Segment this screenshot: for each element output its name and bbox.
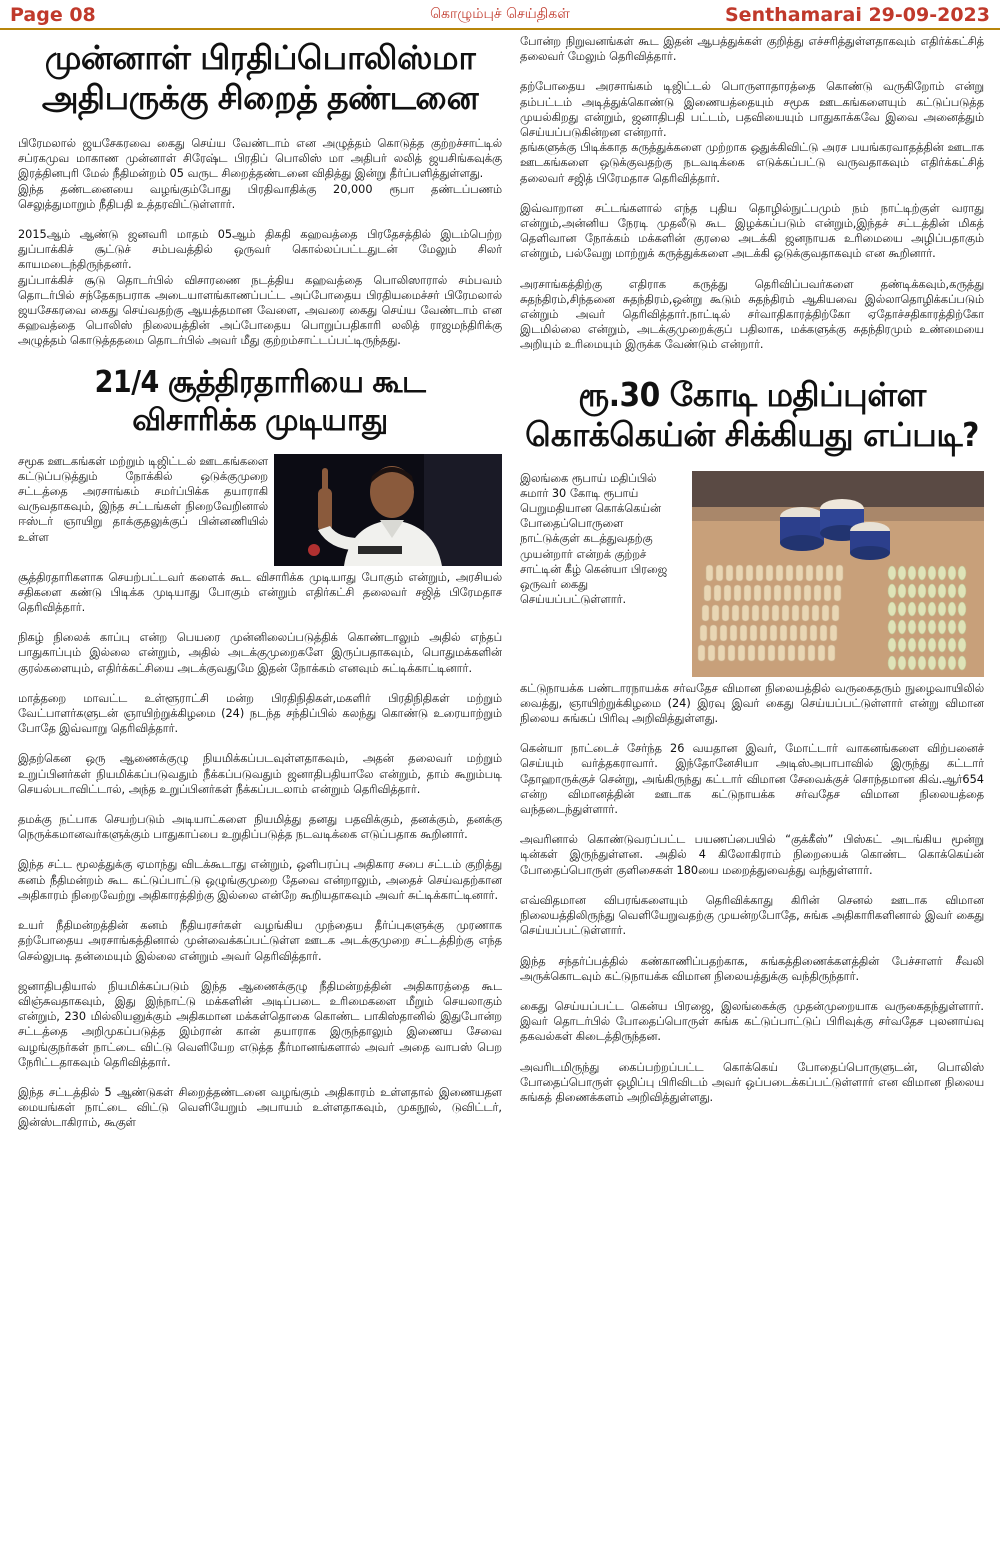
article2-paragraph: உயர் நீதிமன்றத்தின் கனம் நீதியரசர்கள் வழங்கிய முந்தைய தீர்ப்புகளுக்கு முரணாக தற்போதைய அரசாங்கத்தினால் முன்வைக்கப்பட்டுள்ள ஊடக அடக்குமுறை சட்டத்திற்கு எந்த செல்லுபடி தன்மையும் இல்லை என்றும் அவர் தெரிவித்தார். xyxy=(18,919,502,963)
article3-lead-wrapped: இலங்கை ரூபாய் மதிப்பில் சுமார் 30 கோடி ரூபாய் பெறுமதியான கொக்கெய்ன் போதைப்பொருளை நாட்டுக்குள் கடத்துவதற்கு முயன்றார் என்றக் குற்றச் சாட்டின் கீழ் கென்யா பிரஜை ஒருவர் கைது செய்யப்பட்டுள்ளார். xyxy=(520,471,667,607)
article2-lead-rest: சூத்திரதாரிகளாக செயற்பட்டவர் களைக் கூட விசாரிக்க முடியாது போகும் என்றும், அரசியல் சதிகளை கண்டு பிடிக்க முடியாது போகும் என்றும் எதிர்கட்சி தலைவர் சஜித் பிரேமதாச தெரிவித்தார். xyxy=(18,570,502,615)
article3-paragraph: அவரினால் கொண்டுவரப்பட்ட பயணப்பையில் “குக்கீஸ்” பிஸ்கட் அடங்கிய மூன்று டின்கள் இருந்துள்ளன. அதில் 4 கிலோகிராம் நிறையைக் கொண்ட கொக்கெய்ன் போதைப்பொருள் குளிசைகள் 180யை மறைத்துவைத்து வந்துள்ளார். xyxy=(520,833,984,877)
article3-paragraph: கட்டுநாயக்க பண்டாரநாயக்க சர்வதேச விமான நிலையத்தில் வருகைதரும் நுழைவாயிலில் வைத்து, ஞாயிற்றுக்கிழமை (24) இரவு இவர் கைது செய்யப்பட்டுள்ளார் என்று விமான நிலைய சுங்கப் பிரிவு அறிவித்துள்ளது. xyxy=(520,681,984,726)
article3-headline-line1: ரூ.30 கோடி மதிப்புள்ள xyxy=(578,374,926,414)
article3-paragraph: கென்யா நாட்டைச் சேர்ந்த 26 வயதான இவர், மோட்டார் வாகனங்களை விற்பனைச் செய்யும் வர்த்தகராவார். இந்தோனேசியா அடிஸ்அபாபாவில் இருந்து கட்டார் தோஹாருக்குச் சென்று, அங்கிருந்து கட்டார் விமான சேவைக்குச் சொந்தமான கிவ்.ஆர்654 என்ற விமானத்தின் ஊடாக கட்டுநாயக்க சர்வதேச விமான நிலையத்தை வந்தடைந்துள்ளார். xyxy=(520,742,984,817)
seized-drugs-illustration xyxy=(692,471,984,677)
speaker-photo-illustration xyxy=(274,454,502,566)
article2-headline xyxy=(18,364,502,440)
article2-paragraph: இதற்கென ஒரு ஆணைக்குழு நியமிக்கப்படவுள்ளதாகவும், அதன் தலைவர் மற்றும் உறுப்பினர்கள் நியமிக்கப்படுவதும் நீக்கப்படுவதும் ஜனாதிபதியாலே என்றும், தாம் கூறும்படி செயல்படாவிட்டால், அந்த உறுப்பினர்கள் நீக்கப்படலாம் என்றும் தெரிவித்தார். xyxy=(18,752,502,796)
article2-paragraph: மாத்தறை மாவட்ட உள்ளூராட்சி மன்ற பிரதிநிதிகள்,மகளிர் பிரதிநிதிகள் மற்றும் வேட்பாளர்களுடன் ஞாயிற்றுக்கிழமை (24) நடந்த சந்திப்பில் கலந்து கொண்டு உரையாற்றும் போதே இவ்வாறு தெரிவித்தார். xyxy=(18,691,502,736)
article2-headline-line2: விசாரிக்க முடியாது xyxy=(132,402,388,438)
seized-drugs-photo xyxy=(692,471,984,677)
page-header xyxy=(0,0,1000,30)
article3-headline-line2: கொக்கெய்ன் சிக்கியது எப்படி? xyxy=(525,414,979,454)
article2-continued-paragraph: தங்களுக்கு பிடிக்காத கருத்துக்களை முற்றாக ஒதுக்கிவிட்டு அரச பயங்கரவாதத்தின் ஊடாக ஊடகங்களை ஒடுக்குவதற்கு நடவடிக்கை எடுக்கப்பட்டு வருவதாகவும் எதிர்க்கட்சித் தலைவர் சஜித் பிரேமதாச தெரிவித்தார். xyxy=(520,141,984,185)
article2-paragraph: இந்த சட்ட மூலத்துக்கு ஏமாந்து விடக்கூடாது என்றும், ஒளிபரப்பு அதிகார சபை சட்டம் குறித்து கனம் நீதிமன்றம் கூட கட்டுப்பாட்டு ஒழுங்குமுறை தேவை என்றாலும், அதைச் செய்வதற்கான அதிகாரம் நிறைவேற்று அதிகாரத்திற்கு இல்லை என்றே கூறியதாகவும் அவர் சுட்டிக்காட்டினார். xyxy=(18,858,502,902)
article3-paragraph: இந்த சந்தர்ப்பத்தில் கண்காணிப்பதற்காக, சுங்கத்திணைக்களத்தின் பேச்சாளர் சீவலி அருக்கொடவும் கட்டுநாயக்க விமான நிலையத்துக்கு வந்திருந்தார். xyxy=(520,954,984,983)
article2-continued-paragraph: போன்ற நிறுவனங்கள் கூட இதன் ஆபத்துக்கள் குறித்து எச்சரித்துள்ளதாகவும் எதிர்க்கட்சித் தலைவர் மேலும் தெரிவித்தார். xyxy=(520,35,984,64)
article2-paragraph: இந்த சட்டத்தில் 5 ஆண்டுகள் சிறைத்தண்டனை வழங்கும் அதிகாரம் உள்ளதால் இணையதள மையங்கள் நாட்டை விட்டு வெளியேறும் அபாயம் உள்ளதாகவும், முகநூல், டுவிட்டர், இன்ஸ்டாகிராம், கூகுள் xyxy=(18,1085,502,1130)
article2-paragraph: ஜனாதிபதியால் நியமிக்கப்படும் இந்த ஆணைக்குழு நீதிமன்றத்தின் அதிகாரத்தை கூட விஞ்சுவதாகவும், இது இந்நாட்டு மக்களின் அடிப்படை உரிமைகளை மீறும் செயலாகும் என்றும், 230 மில்லியனுக்கும் அதிகமான மக்கள்தொகை கொண்ட பாகிஸ்தானில் இதுபோன்ற சட்டத்தை அறிமுகப்படுத்த இம்ரான் கான் தயாராக இருந்தாலும் இணைய சேவை வழங்குநர்கள் நாட்டை விட்டு வெளியேற எடுத்த தீர்மானங்களால் அவர் அதை வாபஸ் பெற நேரிட்டதாகவும் தெரிவித்தார். xyxy=(18,979,502,1069)
article2-continued-paragraph: இவ்வாறான சட்டங்களால் எந்த புதிய தொழில்நுட்பமும் நம் நாட்டிற்குள் வராது என்றும்,அன்னிய நேரடி முதலீடு கூட இழக்கப்படும் என்றும்,இந்தச் சட்டத்தின் மிகத் தெளிவான நோக்கம் மக்களின் குரலை அடக்கி ஜனநாயக உரிமையை அழிப்பதாகும் என்றும், பல்வேறு மாற்றுக் கருத்துக்களை அடக்கி ஒடுக்குவதாகவும் என கூறினார். xyxy=(520,201,984,261)
article2-headline-line1: 21/4 சூத்திரதாரியை கூட xyxy=(94,364,426,400)
article-cocaine-seizure xyxy=(520,375,984,1105)
section-title: கொழும்புச் செய்திகள் xyxy=(430,6,570,22)
article-easter-attack xyxy=(18,364,502,1131)
article-former-dig xyxy=(18,38,502,349)
article2-lead-wrapped: சமூக ஊடகங்கள் மற்றும் டிஜிட்டல் ஊடகங்களை கட்டுப்படுத்தும் நோக்கில் ஒடுக்குமுறை சட்டத்தை அரசாங்கம் சமர்ப்பிக்க தயாராகி வருவதாகவும், இந்த சட்டங்கள் நிறைவேறினால் ஈஸ்டர் ஞாயிறு தாக்குதலுக்குப் பின்னணியில் உள்ள xyxy=(18,454,268,544)
left-column xyxy=(18,34,502,1539)
article1-headline-line1: முன்னாள் பிரதிப்பொலிஸ்மா xyxy=(44,38,476,77)
article1-headline xyxy=(18,38,502,118)
article3-paragraph: கைது செய்யப்பட்ட கென்ய பிரஜை, இலங்கைக்கு முதன்முறையாக வருகைதந்துள்ளார். இவர் தொடர்பில் போதைப்பொருள் சுங்க கட்டுப்பாட்டுப் பிரிவுக்கு சர்வதேச புலனாய்வு தகவல்கள் கிடைத்திருந்தன. xyxy=(520,999,984,1044)
article1-paragraph: 2015ஆம் ஆண்டு ஜனவரி மாதம் 05ஆம் திகதி கஹவத்தை பிரதேசத்தில் இடம்பெற்ற துப்பாக்கிச் சூட்டுச் சம்பவத்தில் ஒருவர் கொல்லப்பட்டதுடன் மேலும் சிலர் காயமடைந்திருந்தனர். xyxy=(18,228,502,272)
article2-continued-paragraph: தற்போதைய அரசாங்கம் டிஜிட்டல் பொருளாதாரத்தை கொண்டு வருகிறோம் என்று தம்பட்டம் அடித்துக்கொண்டு இணையத்தையும் சமூக ஊடகங்களையும் கட்டுப்படுத்த முயல்கிறது என்றும், ஜனாதிபதி பட்டம், பதவியையும் பாதுகாக்கவே இவை அனைத்தும் செய்யப்படுகின்றன என்றார். xyxy=(520,80,984,140)
article3-headline xyxy=(520,375,984,455)
article1-paragraph: பிரேமலால் ஜயசேகரவை கைது செய்ய வேண்டாம் என அழுத்தம் கொடுத்த குற்றச்சாட்டில் சப்ரகமுவ மாகாண முன்னாள் சிரேஷ்ட பிரதிப் பொலிஸ் மா அதிபர் லலித் ஜயசிங்கவுக்கு இரத்தினபுரி மேல் நீதிமன்றம் 05 வருட சிறைத்தண்டனை விதித்து இன்று தீர்ப்பளித்துள்ளது. xyxy=(18,137,502,181)
article3-paragraph: எவ்விதமான விபரங்களையும் தெரிவிக்காது கிரின் செனல் ஊடாக விமான நிலையத்திலிருந்து வெளியேறுவதற்கு முயன்றபோதே, சுங்க அதிகாரிகளினால் இவர் கைது செய்யப்பட்டுள்ளார். xyxy=(520,893,984,938)
article1-paragraph: இந்த தண்டனையை வழங்கும்போது பிரதிவாதிக்கு 20,000 ரூபா தண்டப்பணம் செலுத்துமாறும் நீதிபதி உத்தரவிட்டுள்ளார். xyxy=(18,182,502,211)
article2-paragraph: நிகழ் நிலைக் காப்பு என்ற பெயரை முன்னிலைப்படுத்திக் கொண்டாலும் அதில் எந்தப் பாதுகாப்பும் இல்லை என்றும், அதில் அடக்குமுறைகளே இருப்பதாகவும், பொதுமக்களின் குரல்களையும், எதிர்க்கட்சியை அடக்குவதுமே இதன் நோக்கம் எனவும் சுட்டிக்காட்டினார். xyxy=(18,631,502,675)
right-column xyxy=(520,34,984,1539)
speaker-photo xyxy=(274,454,502,566)
paper-name-date: Senthamarai 29-09-2023 xyxy=(725,4,990,26)
article3-paragraph: அவரிடமிருந்து கைப்பற்றப்பட்ட கொக்கெய் போதைப்பொருளுடன், பொலிஸ் போதைப்பொருள் ஒழிப்பு பிரிவிடம் அவர் ஒப்படைக்கப்பட்டுள்ளார் என விமான நிலைய சுங்கத் திணைக்களம் அறிவித்துள்ளது. xyxy=(520,1060,984,1104)
article1-headline-line2: அதிபருக்கு சிறைத் தண்டனை xyxy=(41,78,479,117)
page-number: Page 08 xyxy=(10,4,96,26)
article1-paragraph: துப்பாக்கிச் சூடு தொடர்பில் விசாரணை நடத்திய கஹவத்தை பொலிஸாரால் சம்பவம் தொடர்பில் சந்தேகநபராக அடையாளங்காணப்பட்ட அப்போதைய பிரதியமைச்சர் பிரேமலால் ஜயசேகரவை கைது செய்வதற்கு ஆயத்தமான வேளை, அவரை கைது செய்ய வேண்டாம் என கஹவத்தை பொலிஸ் நிலையத்தின் அப்போதைய பொறுப்பதிகாரி லலித் ராஜமந்திரிக்கு அழுத்தம் கொடுத்ததமை தொடர்பில் அவர் மீது குற்றம்சாட்டப்பட்டிருந்தது. xyxy=(18,273,502,348)
article2-continued-paragraph: அரசாங்கத்திற்கு எதிராக கருத்து தெரிவிப்பவர்களை தண்டிக்கவும்,கருத்து சுதந்திரம்,சிந்தனை சுதந்திரம்,ஒன்று கூடும் சுதந்திரம் ஆகியவை இல்லாதொழிக்கப்படும் என்றும் அவர் தெரிவித்தார்.நாட்டில் சர்வாதிகாரத்திற்கோ ஏதோச்சதிகாரத்திற்கோ இடமில்லை என்றும், அடக்குமுறைக்குப் பதிலாக, மக்களுக்கு சுதந்திரமும் உண்மையை அறியும் உரிமையும் இருக்க வேண்டும் என்றார். xyxy=(520,277,984,352)
article2-paragraph: தமக்கு நட்பாக செயற்படும் அடியாட்களை நியமித்து தனது பதவிக்கும், தனக்கும், தனக்கு நெருக்கமானவர்களுக்கும் பாதுகாப்பை உறுதிப்படுத்த நடவடிக்கை எடுப்பதாக கூறினார். xyxy=(18,813,502,842)
article2-continued xyxy=(520,34,984,353)
